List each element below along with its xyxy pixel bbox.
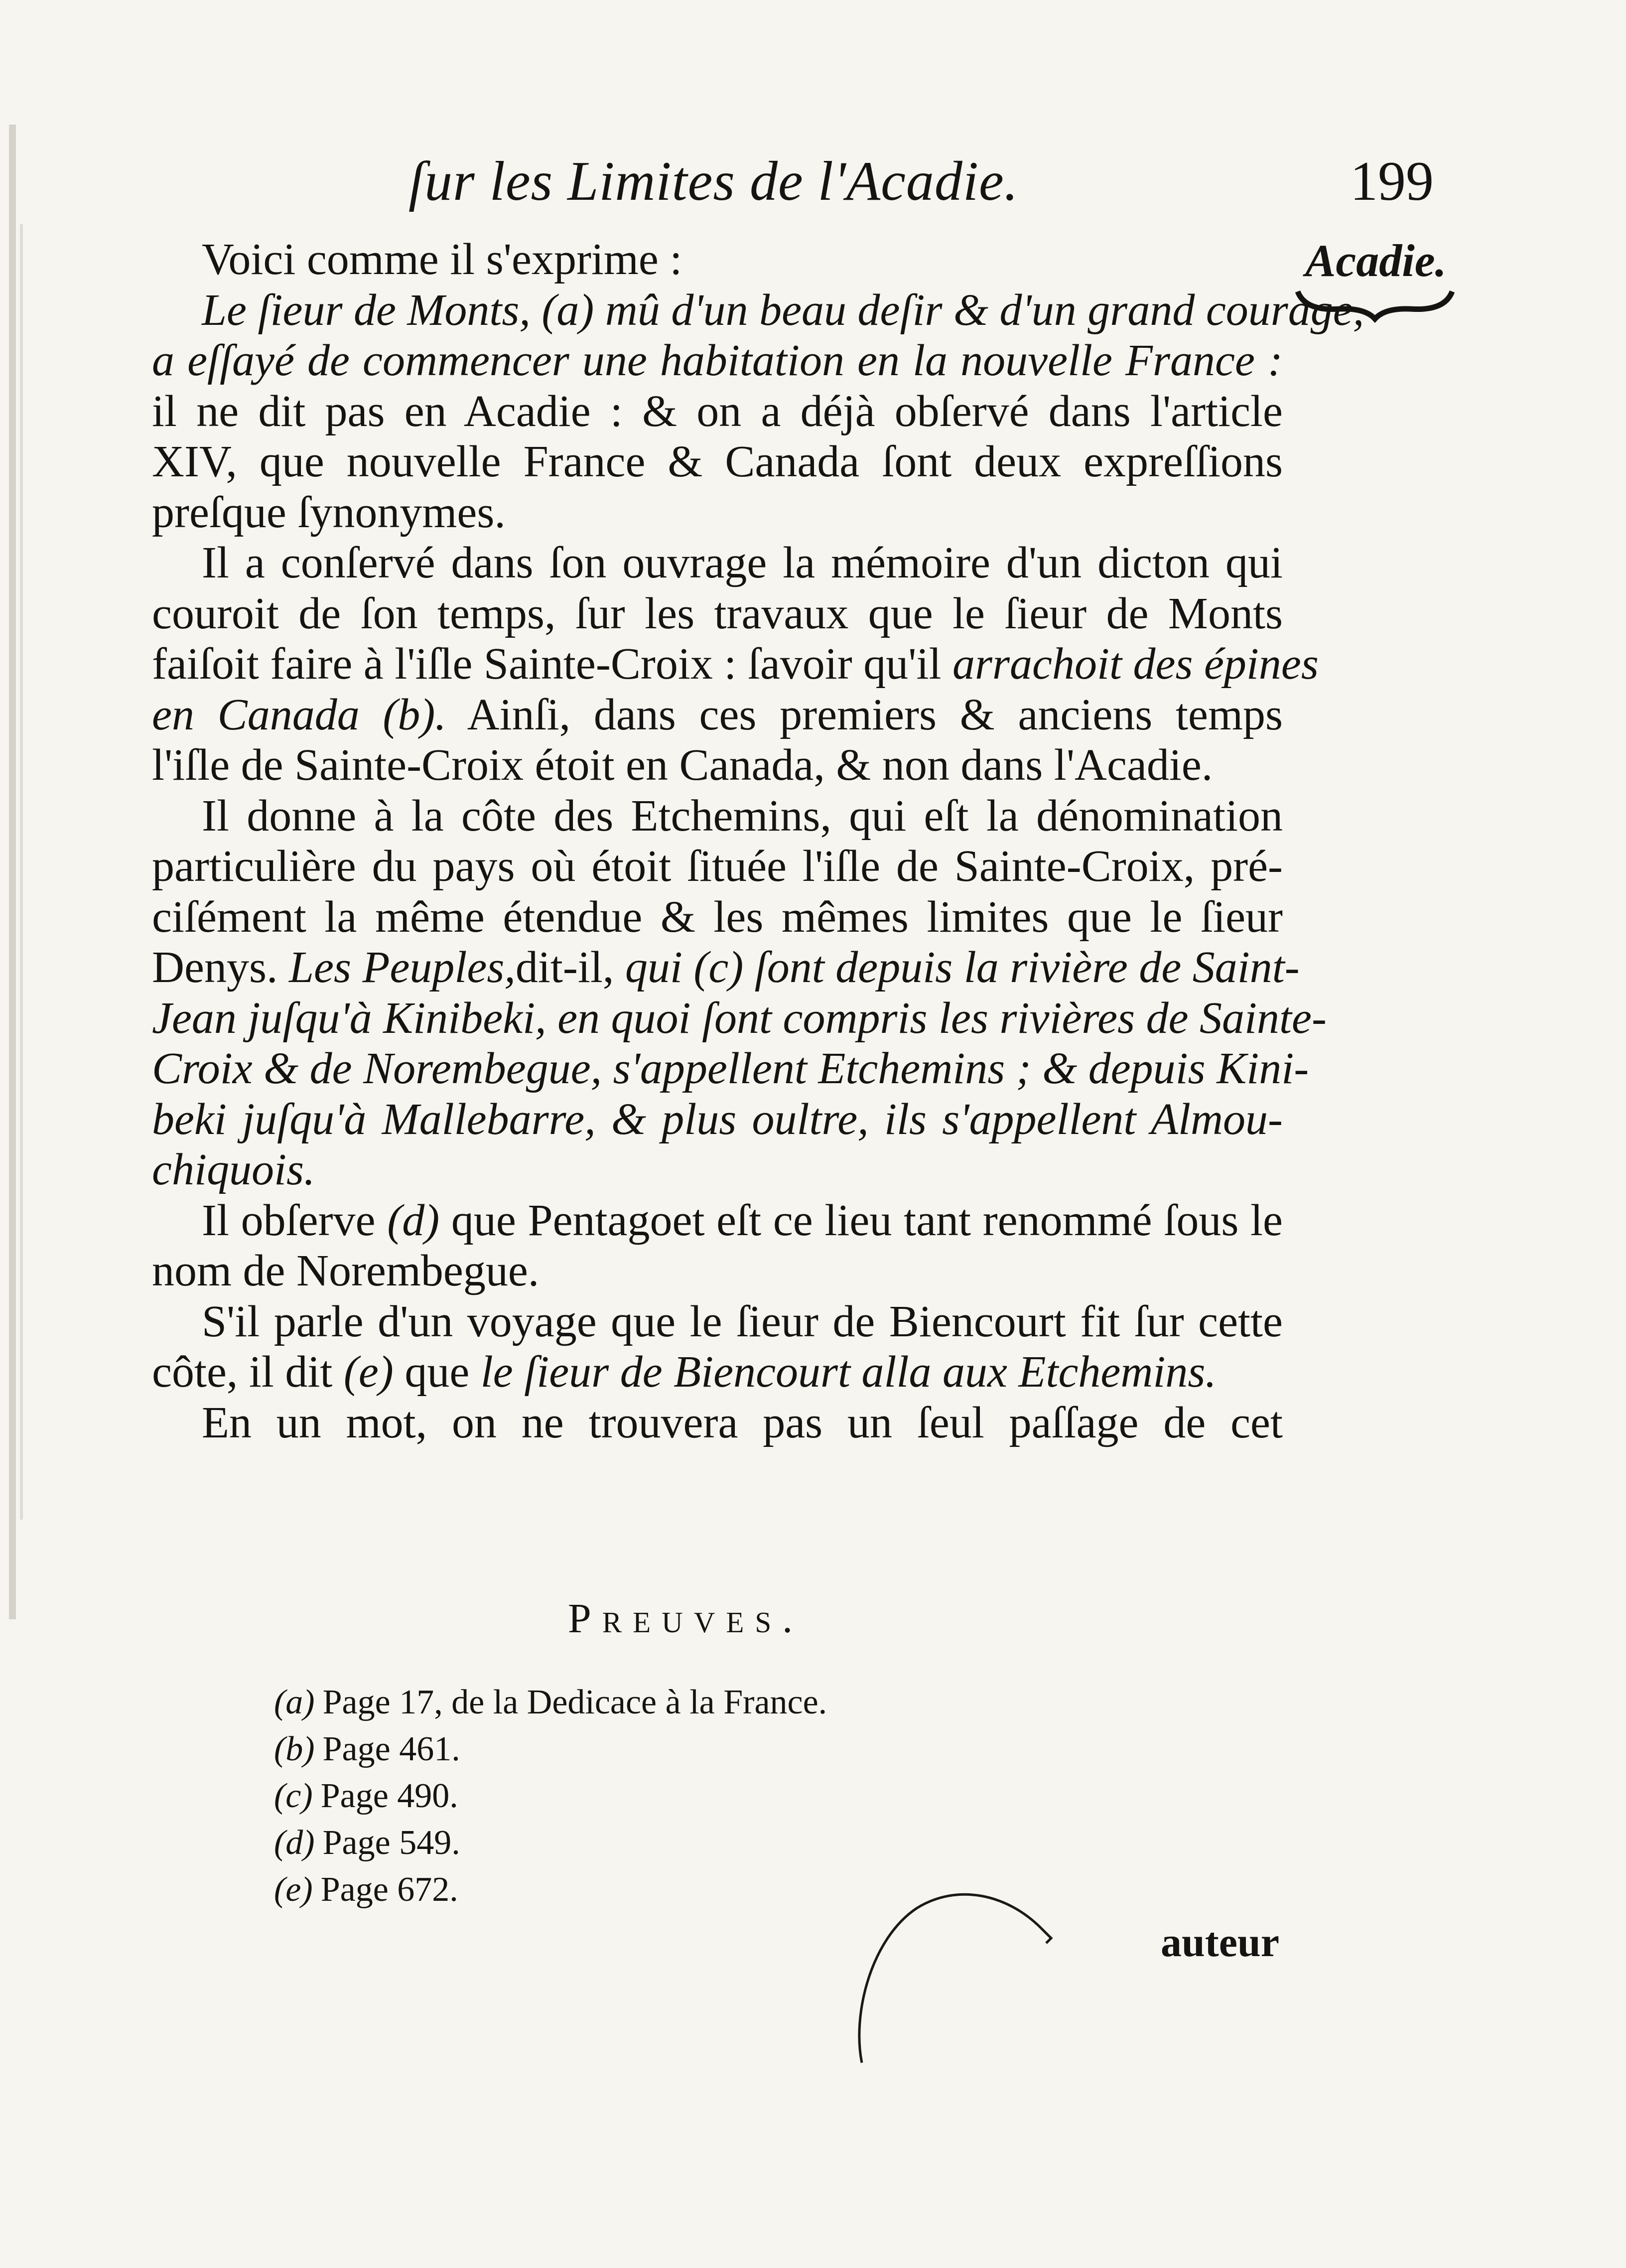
text-run: côte, il dit	[152, 1347, 344, 1397]
text-run: que	[393, 1347, 481, 1397]
footnote	[274, 1820, 827, 1866]
text-line	[152, 690, 1283, 740]
footnote-mark: (d)	[274, 1824, 315, 1862]
margin-note: Acadie.	[1305, 235, 1447, 286]
footnote-text: Page 17, de la Dedicace à la France.	[322, 1683, 827, 1721]
footnotes	[274, 1679, 827, 1913]
text-line: preſque ſynonymes.	[152, 487, 506, 537]
main-text	[152, 234, 1364, 1448]
text-run-italic: arrachoit des épines	[952, 639, 1319, 689]
text-line: chiquois.	[152, 1145, 315, 1194]
text-run: Il obſerve	[202, 1195, 388, 1245]
footnote	[274, 1773, 827, 1820]
text-run: Ainſi, dans ces premiers & anciens temps	[446, 690, 1283, 739]
text-line: Le ſieur de Monts, (a) mû d'un beau deſir & d'un grand courage,	[202, 285, 1364, 335]
text-line: Jean juſqu'à Kinibeki, en quoi ſont compris les rivières de Sainte-	[152, 993, 1327, 1043]
text-line: Il a conſervé dans ſon ouvrage la mémoire d'un dicton qui	[202, 538, 1283, 587]
catchword: auteur	[1161, 1919, 1279, 1966]
text-run: faiſoit faire à l'iſle Sainte-Croix : ſavoir qu'il	[152, 639, 952, 689]
text-line: couroit de ſon temps, ſur les travaux que le ſieur de Monts	[152, 588, 1283, 638]
footnote-text: Page 461.	[322, 1730, 460, 1768]
text-run-italic: le ſieur de Biencourt alla aux Etchemins.	[480, 1347, 1217, 1397]
footnote-mark: (e)	[274, 1870, 313, 1909]
text-line: l'iſle de Sainte-Croix étoit en Canada, & non dans l'Acadie.	[152, 740, 1213, 790]
text-line: ciſément la même étendue & les mêmes limites que le ſieur	[152, 892, 1283, 942]
text-line	[152, 639, 1319, 690]
text-run: que Pentagoet eſt ce lieu tant renommé ſous le	[439, 1195, 1283, 1245]
text-line: Croix & de Norembegue, s'appellent Etchemins ; & depuis Kini-	[152, 1044, 1309, 1093]
binding-edge	[0, 125, 35, 1619]
text-run-italic: (e)	[343, 1347, 394, 1397]
text-line: En un mot, on ne trouvera pas un ſeul paſſage de cet	[202, 1398, 1283, 1447]
text-run-italic: Les Peuples,	[288, 943, 516, 992]
text-line: nom de Norembegue.	[152, 1246, 540, 1295]
running-head: ſur les Limites de l'Acadie.	[408, 150, 1019, 212]
footnote-mark: (c)	[274, 1777, 313, 1815]
footnote-text: Page 549.	[322, 1824, 460, 1862]
text-run-italic: en Canada (b).	[152, 690, 446, 739]
text-line	[152, 1347, 1283, 1398]
preuves-heading: Preuves.	[568, 1595, 804, 1642]
footnote-mark: (b)	[274, 1730, 315, 1768]
text-line	[152, 942, 1300, 993]
footnote-text: Page 672.	[320, 1870, 458, 1909]
footnote	[274, 1679, 827, 1726]
text-run: dit-il,	[515, 943, 625, 992]
footnote-text: Page 490.	[320, 1777, 458, 1815]
text-line: il ne dit pas en Acadie : & on a déjà obſervé dans l'article	[152, 386, 1283, 436]
text-run-italic: (d)	[387, 1195, 440, 1245]
text-line: particulière du pays où étoit ſituée l'iſle de Sainte-Croix, pré-	[152, 842, 1283, 891]
text-line: a eſſayé de commencer une habitation en la nouvelle France :	[152, 336, 1283, 385]
text-line	[152, 1195, 1283, 1246]
text-line: beki juſqu'à Mallebarre, & plus oultre, ils s'appellent Almou-	[152, 1094, 1283, 1144]
text-line: Il donne à la côte des Etchemins, qui eſt la dénomination	[202, 791, 1283, 841]
footnote-mark: (a)	[274, 1683, 315, 1721]
text-line: XIV, que nouvelle France & Canada ſont deux expreſſions	[152, 437, 1283, 486]
footnote	[274, 1866, 827, 1913]
page-number: 199	[1350, 150, 1434, 212]
text-line: Voici comme il s'exprime :	[202, 235, 682, 284]
text-line: S'il parle d'un voyage que le ſieur de Biencourt fit ſur cette	[202, 1296, 1283, 1346]
footnote	[274, 1726, 827, 1773]
text-run: Denys.	[152, 943, 289, 992]
text-run-italic: qui (c) ſont depuis la rivière de Saint-	[625, 943, 1300, 992]
pen-mark	[842, 1863, 1101, 2073]
